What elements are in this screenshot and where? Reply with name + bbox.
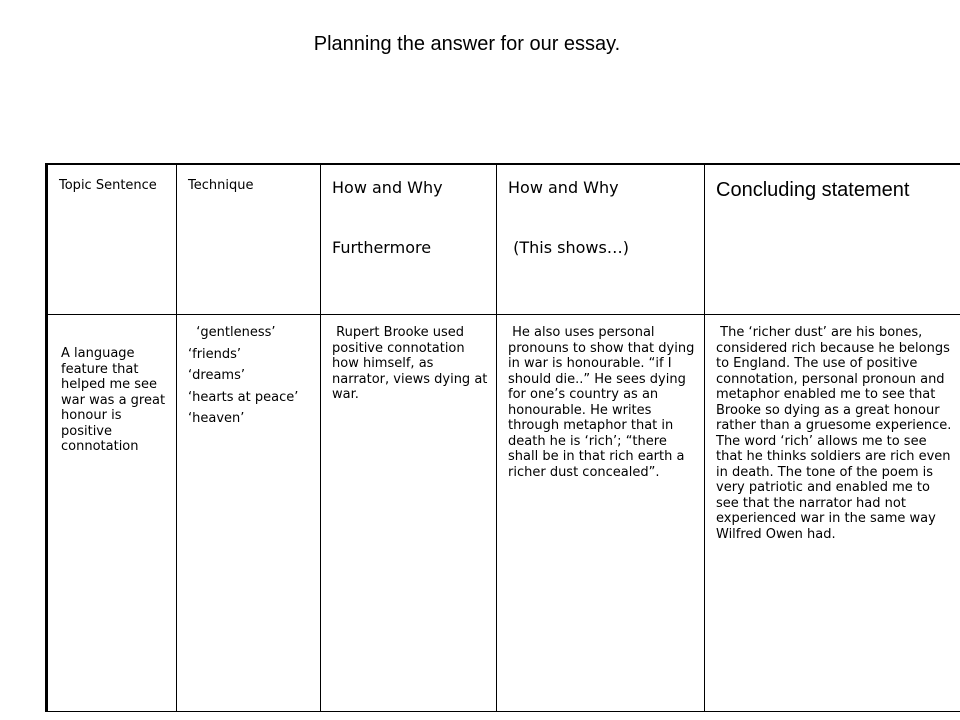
header-how-why-2-line2: (This shows…) — [508, 238, 630, 257]
header-how-why-this-shows — [497, 165, 704, 259]
header-how-why-furthermore — [321, 165, 496, 259]
header-cell-concluding — [705, 164, 960, 315]
cell-technique — [177, 315, 321, 712]
header-concluding-statement: Concluding statement — [716, 179, 910, 201]
header-how-why-1-line1: How and Why — [332, 178, 443, 197]
technique-item: ‘friends’ — [188, 346, 242, 362]
cell-topic-sentence — [47, 315, 177, 712]
header-topic-sentence: Topic Sentence — [59, 178, 157, 193]
header-cell-how-why-1 — [321, 164, 497, 315]
page-title: Planning the answer for our essay. — [313, 33, 621, 55]
cell-how-why-2 — [497, 315, 705, 712]
header-cell-technique — [177, 164, 321, 315]
header-how-why-2-line1: How and Why — [508, 178, 619, 197]
cell-concluding — [705, 315, 960, 712]
table-header-row — [47, 164, 960, 315]
header-how-why-1-line2: Furthermore — [332, 238, 432, 257]
topic-sentence-text: A language feature that helped me see war was a great honour is positive connotation — [61, 346, 166, 454]
cell-how-why-1 — [321, 315, 497, 712]
technique-item: ‘hearts at peace’ — [188, 389, 299, 405]
header-technique: Technique — [188, 178, 254, 193]
concluding-text: The ‘richer dust’ are his bones, considered rich because he belongs to England. The use of positive connotation, personal pronoun and metaphor enabled me to see that Brooke so dying as a great honour rather than a gruesome experience. The word ‘rich’ allows me to see that he thinks soldiers are rich even in death. The tone of the poem is very patriotic and enabled me to see that the narrator had not experienced war in the same way Wilfred Owen had. — [716, 325, 956, 542]
technique-list — [177, 315, 320, 427]
table-row — [47, 315, 960, 712]
technique-item: ‘heaven’ — [188, 411, 245, 426]
technique-item: ‘dreams’ — [188, 368, 245, 383]
header-cell-how-why-2 — [497, 164, 705, 315]
header-cell-topic — [47, 164, 177, 315]
technique-item: ‘gentleness’ — [188, 325, 276, 340]
how-why-2-text: He also uses personal pronouns to show that dying in war is honourable. “if I should die..” He sees dying for one’s country as an honourable. He writes through metaphor that in death he is ‘rich’; “there shall be in that rich earth a richer dust concealed”. — [508, 325, 699, 480]
essay-planning-table — [45, 163, 960, 712]
how-why-1-text: Rupert Brooke used positive connotation how himself, as narrator, views dying at war. — [332, 325, 492, 402]
